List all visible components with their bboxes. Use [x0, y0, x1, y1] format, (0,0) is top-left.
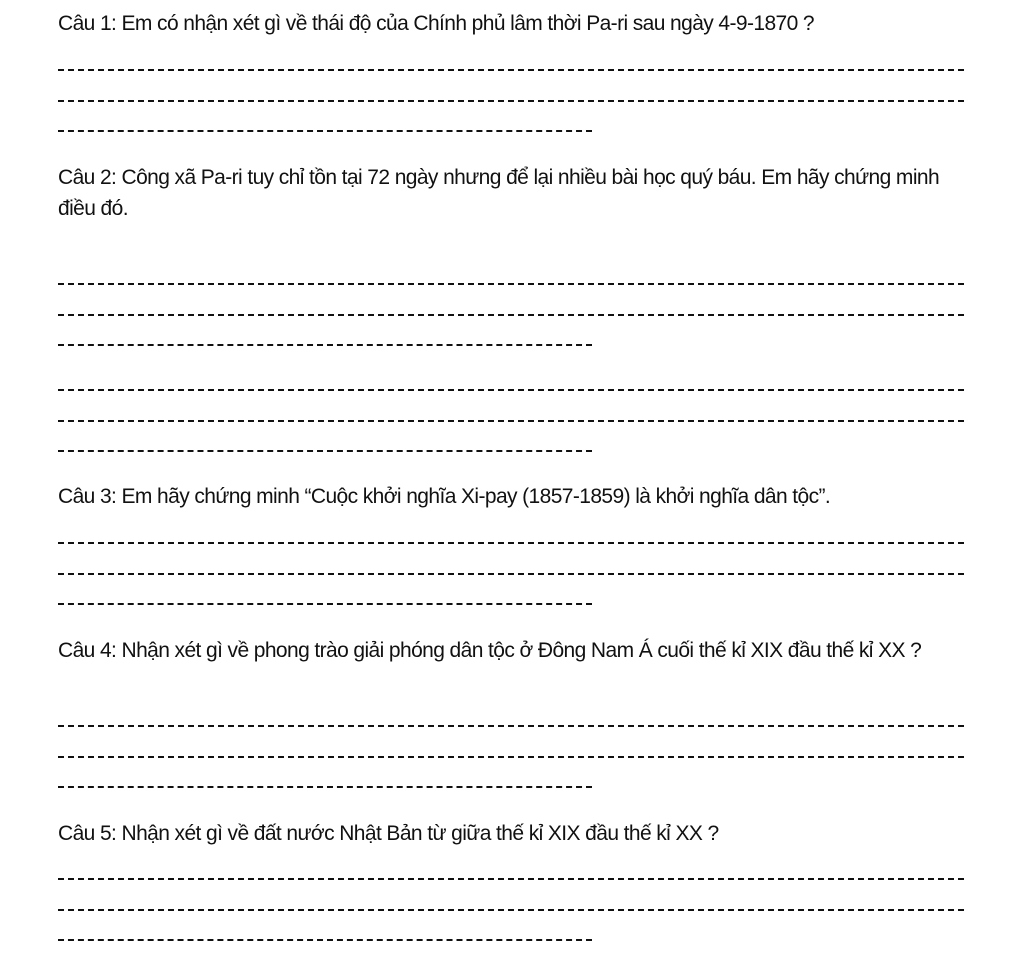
answer-line-q4-2[interactable]: [58, 756, 964, 758]
answer-line-q5-1[interactable]: [58, 878, 964, 880]
answer-line-q4-3[interactable]: [58, 786, 592, 788]
answer-line-q4-1[interactable]: [58, 725, 964, 727]
answer-line-q5-3[interactable]: [58, 939, 592, 941]
question-4: Câu 4: Nhận xét gì về phong trào giải phóng dân tộc ở Đông Nam Á cuối thế kỉ XIX đầu thế kỉ XX ?: [58, 639, 922, 662]
answer-line-q2-4[interactable]: [58, 389, 964, 391]
answer-line-q1-2[interactable]: [58, 100, 964, 102]
answer-line-q2-3[interactable]: [58, 344, 592, 346]
answer-line-q2-2[interactable]: [58, 314, 964, 316]
question-2: Câu 2: Công xã Pa-ri tuy chỉ tồn tại 72 ngày nhưng để lại nhiều bài học quý báu. Em hãy chứng minh điều đó.: [58, 166, 940, 220]
answer-line-q3-3[interactable]: [58, 603, 592, 605]
question-1: Câu 1: Em có nhận xét gì về thái độ của Chính phủ lâm thời Pa-ri sau ngày 4-9-1870 ?: [58, 12, 815, 35]
answer-line-q2-5[interactable]: [58, 420, 964, 422]
question-5: Câu 5: Nhận xét gì về đất nước Nhật Bản từ giữa thế kỉ XIX đầu thế kỉ XX ?: [58, 822, 719, 845]
answer-line-q5-2[interactable]: [58, 909, 964, 911]
answer-line-q2-6[interactable]: [58, 450, 592, 452]
answer-line-q1-1[interactable]: [58, 69, 964, 71]
answer-line-q1-3[interactable]: [58, 130, 592, 132]
question-3: Câu 3: Em hãy chứng minh “Cuộc khởi nghĩa Xi-pay (1857-1859) là khởi nghĩa dân tộc”.: [58, 485, 831, 508]
answer-line-q2-1[interactable]: [58, 283, 964, 285]
answer-line-q3-2[interactable]: [58, 573, 964, 575]
answer-line-q3-1[interactable]: [58, 542, 964, 544]
